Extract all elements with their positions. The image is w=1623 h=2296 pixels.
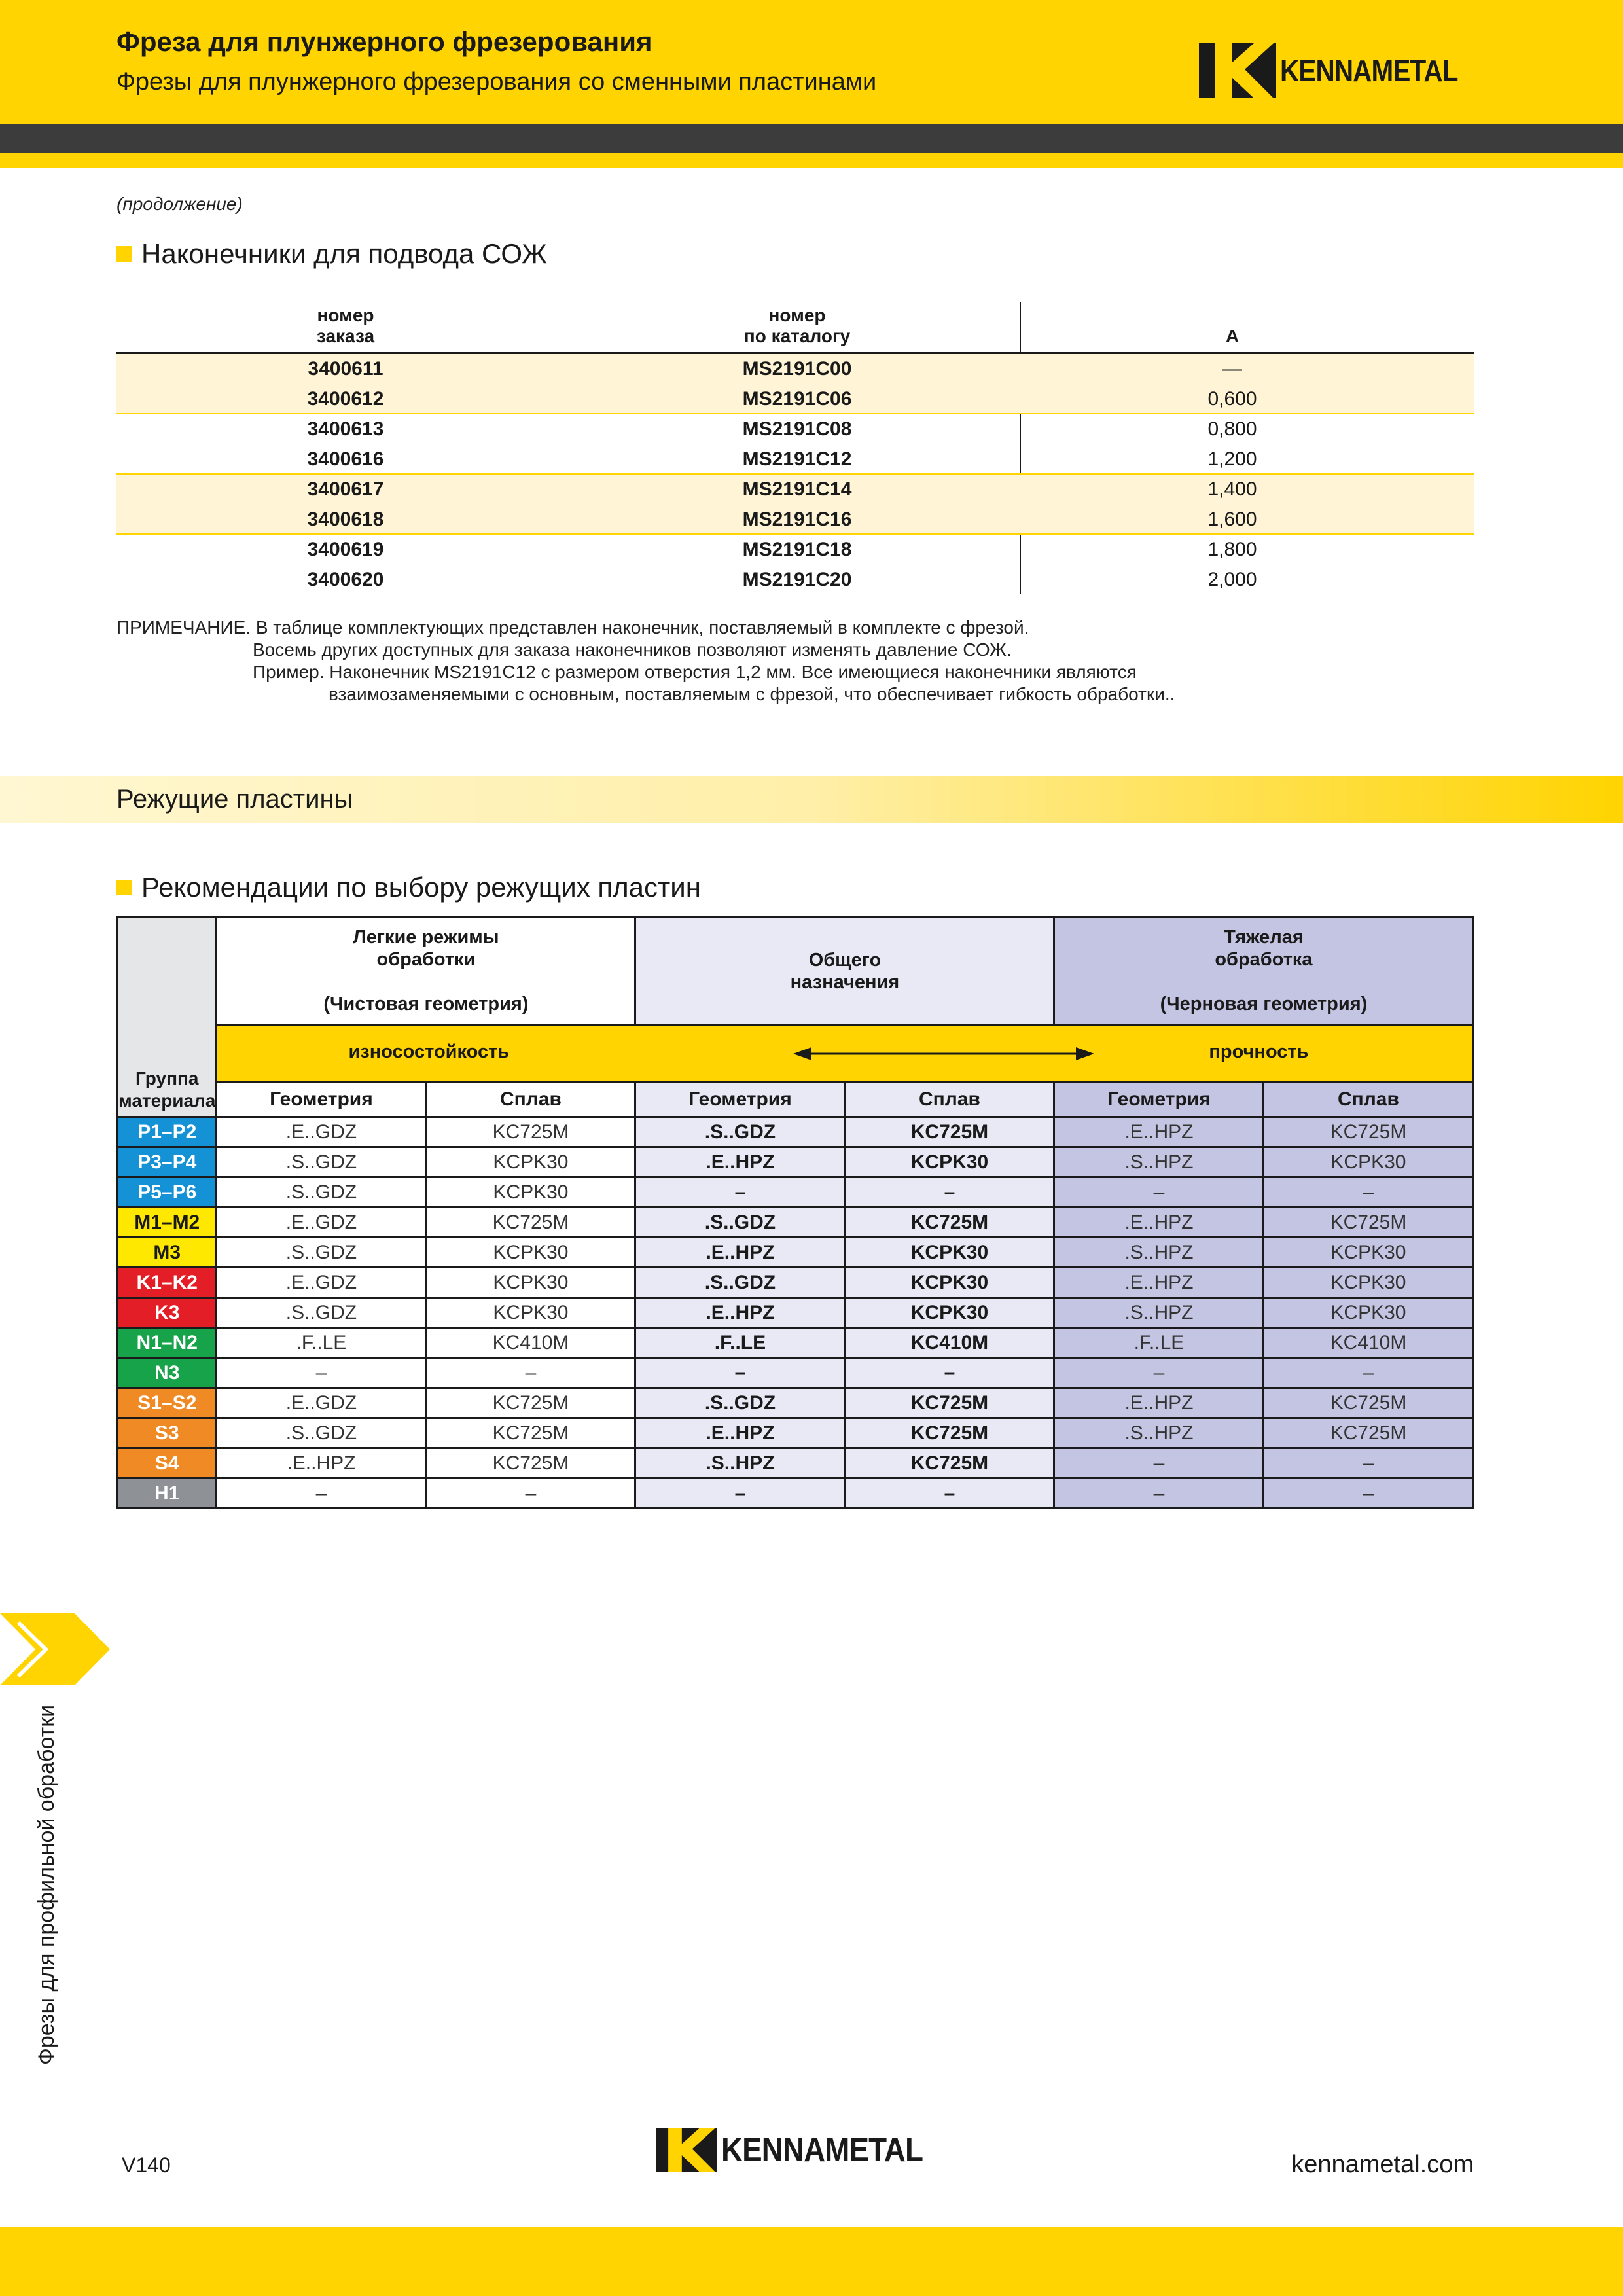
catalog-number-cell: MS2191C00 xyxy=(742,358,852,380)
general-alloy-cell: KCPK30 xyxy=(845,1147,1054,1177)
general-alloy-cell: KCPK30 xyxy=(845,1238,1054,1268)
col-geometry: Геометрия xyxy=(217,1082,426,1117)
group-label-line1: Группа xyxy=(135,1068,199,1088)
table-row xyxy=(116,475,1474,505)
light-alloy-cell: KC725M xyxy=(426,1418,635,1448)
heavy-geometry-cell: .E..HPZ xyxy=(1054,1268,1264,1298)
general-geometry-cell: .E..HPZ xyxy=(635,1147,845,1177)
table-row xyxy=(118,1448,1473,1479)
light-geometry-cell: .E..GDZ xyxy=(217,1208,426,1238)
a-value-cell: 0,600 xyxy=(1207,388,1257,410)
header-catalog-line2: по каталогу xyxy=(743,326,851,346)
section-band xyxy=(0,776,1623,823)
general-alloy-cell: KC725M xyxy=(845,1448,1054,1479)
table-row xyxy=(116,535,1474,565)
light-geometry-cell: .E..GDZ xyxy=(217,1268,426,1298)
nozzles-heading-text: Наконечники для подвода СОЖ xyxy=(141,238,547,269)
table-top-header-row xyxy=(118,918,1473,1025)
material-group-cell: S4 xyxy=(118,1448,217,1479)
page-subtitle: Фрезы для плунжерного фрезерования со сменными пластинами xyxy=(116,68,877,96)
table-row xyxy=(118,1208,1473,1238)
general-alloy-cell: KC725M xyxy=(845,1117,1054,1147)
light-alloy-cell: – xyxy=(426,1358,635,1388)
wear-resistance-label: износостойкость xyxy=(348,1041,510,1062)
page-number: V140 xyxy=(122,2153,171,2177)
heavy-alloy-cell: – xyxy=(1264,1177,1473,1208)
logo-wordmark: KENNAMETAL xyxy=(1280,54,1458,88)
light-geometry-cell: .E..HPZ xyxy=(217,1448,426,1479)
note-line: Пример. Наконечник MS2191C12 с размером отверстия 1,2 мм. Все имеющиеся наконечники являются xyxy=(253,662,1137,682)
header-order-number xyxy=(280,305,411,347)
material-group-cell: P1–P2 xyxy=(118,1117,217,1147)
heavy-alloy-cell: KCPK30 xyxy=(1264,1238,1473,1268)
catalog-number-cell: MS2191C14 xyxy=(742,478,852,500)
general-alloy-cell: KCPK30 xyxy=(845,1268,1054,1298)
heavy-alloy-cell: KC410M xyxy=(1264,1328,1473,1358)
table-row xyxy=(118,1147,1473,1177)
heavy-machining-header xyxy=(1054,918,1473,1025)
general-alloy-cell: KC725M xyxy=(845,1208,1054,1238)
side-tab-label: Фрезы для профильной обработки xyxy=(34,1704,59,2065)
heavy-alloy-cell: – xyxy=(1264,1479,1473,1509)
scale-container xyxy=(217,1026,1472,1081)
nozzles-table xyxy=(116,302,1474,595)
order-number-cell: 3400619 xyxy=(307,539,384,560)
inserts-heading-text: Рекомендации по выбору режущих пластин xyxy=(141,872,701,903)
heading-square-icon xyxy=(116,880,132,895)
order-number-cell: 3400618 xyxy=(307,509,384,530)
heavy-geometry-cell: .S..HPZ xyxy=(1054,1147,1264,1177)
material-group-cell: M1–M2 xyxy=(118,1208,217,1238)
light-alloy-cell: KCPK30 xyxy=(426,1298,635,1328)
catalog-number-cell: MS2191C12 xyxy=(742,448,852,470)
material-group-header xyxy=(118,918,217,1117)
material-group-cell: N1–N2 xyxy=(118,1328,217,1358)
heavy-geometry-cell: .S..HPZ xyxy=(1054,1418,1264,1448)
inserts-table-body xyxy=(118,1117,1473,1509)
general-geometry-cell: .S..GDZ xyxy=(635,1388,845,1418)
light-geometry-cell: .S..GDZ xyxy=(217,1238,426,1268)
heavy-geometry-cell: .E..HPZ xyxy=(1054,1208,1264,1238)
continued-label: (продолжение) xyxy=(116,194,243,214)
page-title: Фреза для плунжерного фрезерования xyxy=(116,26,652,57)
a-value-cell: 0,800 xyxy=(1207,418,1257,440)
wear-strength-scale xyxy=(217,1025,1473,1082)
a-value-cell: — xyxy=(1222,358,1242,380)
general-alloy-cell: KC725M xyxy=(845,1418,1054,1448)
heavy-geometry-cell: – xyxy=(1054,1177,1264,1208)
light-line1: Легкие режимы xyxy=(353,927,499,948)
col-alloy: Сплав xyxy=(1264,1082,1473,1117)
general-alloy-cell: – xyxy=(845,1479,1054,1509)
light-geometry-cell: – xyxy=(217,1479,426,1509)
light-line2: обработки xyxy=(376,949,476,970)
heavy-alloy-cell: KC725M xyxy=(1264,1388,1473,1418)
heavy-geometry-cell: .S..HPZ xyxy=(1054,1298,1264,1328)
heavy-alloy-cell: KCPK30 xyxy=(1264,1268,1473,1298)
table-row xyxy=(116,354,1474,384)
note-line: Восемь других доступных для заказа наконечников позволяют изменять давление СОЖ. xyxy=(253,639,1012,660)
heavy-geometry-cell: – xyxy=(1054,1448,1264,1479)
a-value-cell: 1,200 xyxy=(1207,448,1257,470)
heavy-alloy-cell: – xyxy=(1264,1358,1473,1388)
light-alloy-cell: KCPK30 xyxy=(426,1268,635,1298)
footer-logo-wordmark: KENNAMETAL xyxy=(721,2131,923,2169)
general-geometry-cell: .S..GDZ xyxy=(635,1268,845,1298)
light-geometry-cell: .S..GDZ xyxy=(217,1177,426,1208)
heavy-alloy-cell: KCPK30 xyxy=(1264,1298,1473,1328)
material-group-cell: P3–P4 xyxy=(118,1147,217,1177)
heavy-alloy-cell: KC725M xyxy=(1264,1117,1473,1147)
light-alloy-cell: KCPK30 xyxy=(426,1177,635,1208)
material-group-cell: N3 xyxy=(118,1358,217,1388)
general-geometry-cell: .E..HPZ xyxy=(635,1238,845,1268)
group-label-line2: материала xyxy=(118,1090,216,1111)
general-alloy-cell: KC410M xyxy=(845,1328,1054,1358)
light-geometry-cell: – xyxy=(217,1358,426,1388)
table-row xyxy=(118,1479,1473,1509)
a-value-cell: 1,800 xyxy=(1207,539,1257,560)
col-alloy: Сплав xyxy=(845,1082,1054,1117)
heavy-geometry-cell: – xyxy=(1054,1358,1264,1388)
table-row xyxy=(118,1238,1473,1268)
general-geometry-cell: .E..HPZ xyxy=(635,1298,845,1328)
heavy-geometry-cell: .E..HPZ xyxy=(1054,1117,1264,1147)
col-geometry: Геометрия xyxy=(635,1082,845,1117)
material-group-cell: K1–K2 xyxy=(118,1268,217,1298)
kennametal-logo xyxy=(1199,43,1482,98)
light-geometry-cell: .E..GDZ xyxy=(217,1117,426,1147)
catalog-number-cell: MS2191C08 xyxy=(742,418,852,440)
light-geometry-cell: .E..GDZ xyxy=(217,1388,426,1418)
light-alloy-cell: KCPK30 xyxy=(426,1238,635,1268)
strength-label: прочность xyxy=(1209,1041,1309,1062)
header-dark-band xyxy=(0,124,1623,153)
general-geometry-cell: – xyxy=(635,1177,845,1208)
header-a: A xyxy=(1225,326,1240,346)
light-alloy-cell: KC725M xyxy=(426,1448,635,1479)
order-number-cell: 3400617 xyxy=(307,478,384,500)
page-header xyxy=(0,0,1623,124)
catalog-number-cell: MS2191C06 xyxy=(742,388,852,410)
footer-kennametal-logo xyxy=(656,2125,950,2176)
general-geometry-cell: .S..GDZ xyxy=(635,1117,845,1147)
general-line1: Общего xyxy=(808,949,882,971)
table-row xyxy=(116,565,1474,595)
header-yellow-stripe xyxy=(0,153,1623,168)
table-column-header-row xyxy=(118,1082,1473,1117)
general-line2: назначения xyxy=(790,971,900,993)
catalog-number-cell: MS2191C18 xyxy=(742,539,852,560)
header-order-line1: номер xyxy=(317,305,374,325)
material-group-cell: P5–P6 xyxy=(118,1177,217,1208)
heavy-alloy-cell: KCPK30 xyxy=(1264,1147,1473,1177)
kennametal-k-icon xyxy=(656,2125,717,2176)
light-geometry-cell: .S..GDZ xyxy=(217,1418,426,1448)
general-purpose-header xyxy=(635,918,1054,1025)
light-machining-header xyxy=(217,918,635,1025)
heavy-geometry-cell: .S..HPZ xyxy=(1054,1238,1264,1268)
note-line: взаимозаменяемыми с основным, поставляемым с фрезой, что обеспечивает гибкость обработки.. xyxy=(329,684,1175,704)
material-group-cell: S3 xyxy=(118,1418,217,1448)
general-geometry-cell: – xyxy=(635,1358,845,1388)
a-value-cell: 1,600 xyxy=(1207,509,1257,530)
order-number-cell: 3400612 xyxy=(307,388,384,410)
heavy-alloy-cell: KC725M xyxy=(1264,1418,1473,1448)
side-chevron-icon xyxy=(0,1613,111,1685)
order-number-cell: 3400616 xyxy=(307,448,384,470)
table-row xyxy=(118,1358,1473,1388)
table-row xyxy=(118,1388,1473,1418)
order-number-cell: 3400620 xyxy=(307,569,384,590)
header-catalog-number xyxy=(725,305,869,347)
heavy-geometry-cell: – xyxy=(1054,1479,1264,1509)
a-value-cell: 2,000 xyxy=(1207,569,1257,590)
light-alloy-cell: – xyxy=(426,1479,635,1509)
general-alloy-cell: KCPK30 xyxy=(845,1298,1054,1328)
nozzles-table-header xyxy=(116,302,1474,354)
material-group-cell: K3 xyxy=(118,1298,217,1328)
inserts-recommendation-table xyxy=(116,916,1474,1509)
catalog-number-cell: MS2191C16 xyxy=(742,509,852,530)
material-group-cell: M3 xyxy=(118,1238,217,1268)
note-line: ПРИМЕЧАНИЕ. В таблице комплектующих представлен наконечник, поставляемый в комплекте с фрезой. xyxy=(116,617,1029,637)
general-geometry-cell: .E..HPZ xyxy=(635,1418,845,1448)
light-alloy-cell: KC410M xyxy=(426,1328,635,1358)
light-geometry-cell: .S..GDZ xyxy=(217,1147,426,1177)
heavy-alloy-cell: KC725M xyxy=(1264,1208,1473,1238)
table-scale-row xyxy=(118,1025,1473,1082)
light-alloy-cell: KC725M xyxy=(426,1388,635,1418)
inserts-heading xyxy=(116,872,701,903)
a-value-cell: 1,400 xyxy=(1207,478,1257,500)
material-group-cell: H1 xyxy=(118,1479,217,1509)
heavy-line2: обработка xyxy=(1215,949,1313,970)
heading-square-icon xyxy=(116,246,132,262)
nozzles-heading xyxy=(116,238,547,270)
heavy-alloy-cell: – xyxy=(1264,1448,1473,1479)
general-alloy-cell: KC725M xyxy=(845,1388,1054,1418)
table-row xyxy=(118,1177,1473,1208)
general-geometry-cell: .S..HPZ xyxy=(635,1448,845,1479)
light-alloy-cell: KC725M xyxy=(426,1208,635,1238)
table-row xyxy=(116,505,1474,535)
kennametal-k-icon xyxy=(1199,43,1276,98)
table-row xyxy=(118,1418,1473,1448)
order-number-cell: 3400613 xyxy=(307,418,384,440)
heavy-line1: Тяжелая xyxy=(1224,927,1304,948)
general-alloy-cell: – xyxy=(845,1177,1054,1208)
material-group-cell: S1–S2 xyxy=(118,1388,217,1418)
general-alloy-cell: – xyxy=(845,1358,1054,1388)
general-geometry-cell: .S..GDZ xyxy=(635,1208,845,1238)
section-band-title: Режущие пластины xyxy=(116,785,353,814)
header-order-line2: заказа xyxy=(316,326,375,346)
col-alloy: Сплав xyxy=(426,1082,635,1117)
table-row xyxy=(116,384,1474,414)
light-line3: (Чистовая геометрия) xyxy=(323,994,529,1014)
light-alloy-cell: KC725M xyxy=(426,1117,635,1147)
table-row xyxy=(118,1298,1473,1328)
double-arrow-icon xyxy=(793,1043,1094,1065)
header-catalog-line1: номер xyxy=(768,305,826,325)
website-link[interactable]: kennametal.com xyxy=(1291,2151,1474,2178)
table-row xyxy=(118,1117,1473,1147)
heavy-line3: (Черновая геометрия) xyxy=(1160,994,1368,1014)
heavy-geometry-cell: .F..LE xyxy=(1054,1328,1264,1358)
catalog-number-cell: MS2191C20 xyxy=(742,569,852,590)
table-row xyxy=(116,444,1474,475)
order-number-cell: 3400611 xyxy=(308,358,383,380)
nozzles-note xyxy=(116,617,1175,706)
col-geometry: Геометрия xyxy=(1054,1082,1264,1117)
general-geometry-cell: .F..LE xyxy=(635,1328,845,1358)
table-row xyxy=(118,1268,1473,1298)
table-row xyxy=(118,1328,1473,1358)
general-geometry-cell: – xyxy=(635,1479,845,1509)
table-row xyxy=(116,414,1474,444)
light-geometry-cell: .S..GDZ xyxy=(217,1298,426,1328)
heavy-geometry-cell: .E..HPZ xyxy=(1054,1388,1264,1418)
light-geometry-cell: .F..LE xyxy=(217,1328,426,1358)
footer-yellow-band xyxy=(0,2227,1623,2296)
nozzles-table-body xyxy=(116,354,1474,595)
light-alloy-cell: KCPK30 xyxy=(426,1147,635,1177)
